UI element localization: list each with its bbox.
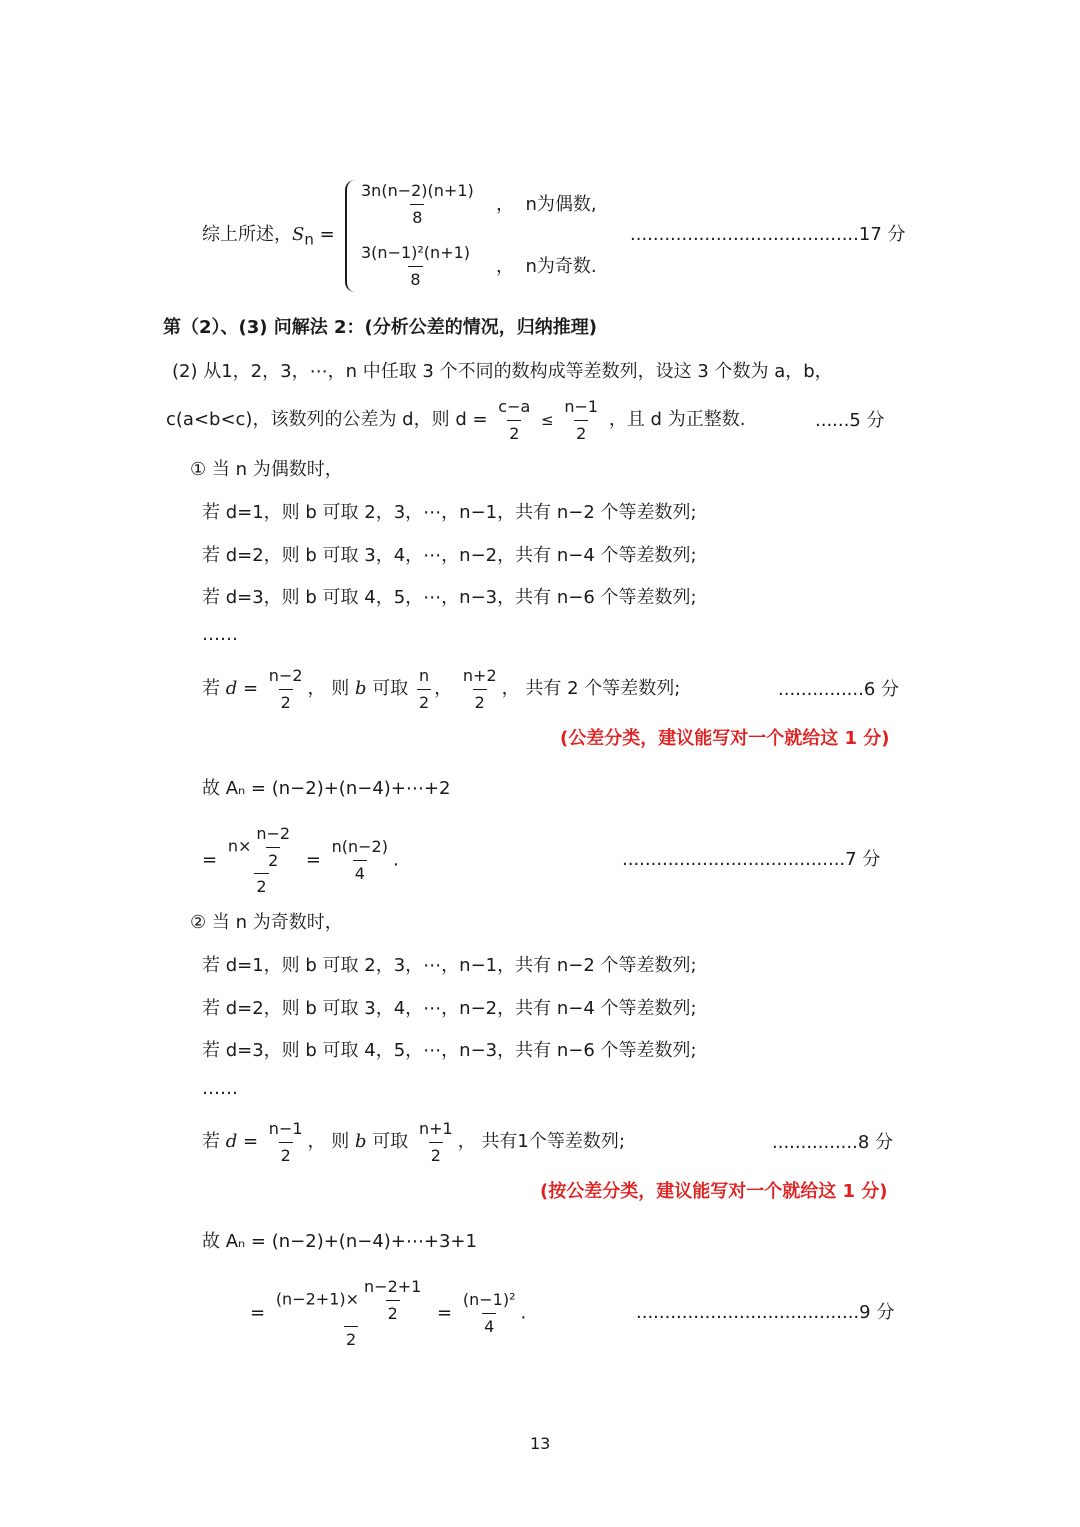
odd-line-1: 若 d=1，则 b 可取 2，3，⋯，n−1，共有 n−2 个等差数列;	[202, 955, 697, 976]
score-8: ...............8 分	[772, 1132, 893, 1153]
odd-line-3: 若 d=3，则 b 可取 4，5，⋯，n−3，共有 n−6 个等差数列;	[202, 1040, 697, 1061]
score-6: ...............6 分	[778, 679, 899, 700]
part2-line2: c(a<b<c)，该数列的公差为 d，则 d = $\frac{c-a}{2}$ ≤ $\frac{n-1}{2}$ ，且 d 为正整数.	[166, 397, 746, 443]
even-line-1: 若 d=1，则 b 可取 2，3，⋯，n−1，共有 n−2 个等差数列;	[202, 502, 697, 523]
case-even: $\frac{3n(n-2)(n+1)}{8}$	[361, 181, 474, 227]
odd-grading-note: (按公差分类，建议能写对一个就给这 1 分)	[540, 1181, 888, 1202]
odd-last-line: 若 d = $\frac{n-1}{2}$ ， 则 b 可取 $\frac{n+1}{2}$ ， 共有1个等差数列;	[202, 1119, 625, 1165]
odd-dots: ……	[202, 1078, 238, 1099]
even-line-2: 若 d=2，则 b 可取 3，4，⋯，n−2，共有 n−4 个等差数列;	[202, 545, 697, 566]
even-title: ① 当 n 为偶数时，	[190, 459, 343, 480]
case-odd: $\frac{\text{3(n−1)²(n+1)}}{8}$	[361, 243, 471, 289]
odd-sum-line: 故 Aₙ = (n−2)+(n−4)+⋯+3+1	[202, 1231, 477, 1252]
summary-prefix: 综上所述，$S_n$ =	[202, 224, 335, 249]
odd-title: ② 当 n 为奇数时，	[190, 912, 343, 933]
score-5: ......5 分	[815, 410, 885, 431]
even-grading-note: (公差分类，建议能写对一个就给这 1 分)	[560, 728, 890, 749]
score-7: .......................................7 分	[622, 849, 881, 870]
odd-result: = (n−2+1)× $\frac{n-2+1}{2}$ 2 = $\frac{\text{(n−1)²}}{4}$ .	[250, 1277, 527, 1350]
odd-line-2: 若 d=2，则 b 可取 3，4，⋯，n−2，共有 n−4 个等差数列;	[202, 998, 697, 1019]
score-9: .......................................9 分	[636, 1302, 895, 1323]
method2-heading: 第（2）、(3) 问解法 2：(分析公差的情况，归纳推理)	[163, 317, 598, 338]
case-even-cond: ， n为偶数,	[496, 194, 597, 215]
case-odd-cond: ， n为奇数.	[496, 256, 597, 277]
even-last-line: 若 d = $\frac{n-2}{2}$ ， 则 b 可取 $\frac{n}{2}$ ， $\frac{n+2}{2}$ ， 共有 2 个等差数列;	[202, 666, 681, 712]
even-result: = n× $\frac{n-2}{2}$ 2 = $\frac{n(n-2)}{4}$ .	[202, 824, 399, 897]
page-number: 13	[530, 1434, 551, 1453]
even-line-3: 若 d=3，则 b 可取 4，5，⋯，n−3，共有 n−6 个等差数列;	[202, 587, 697, 608]
even-dots: ……	[202, 624, 238, 645]
part2-line1: (2) 从1，2，3，⋯，n 中任取 3 个不同的数构成等差数列，设这 3 个数为 a，b，	[172, 361, 833, 382]
score-17: ........................................17 分	[630, 224, 906, 245]
even-sum-line: 故 Aₙ = (n−2)+(n−4)+⋯+2	[202, 778, 451, 799]
